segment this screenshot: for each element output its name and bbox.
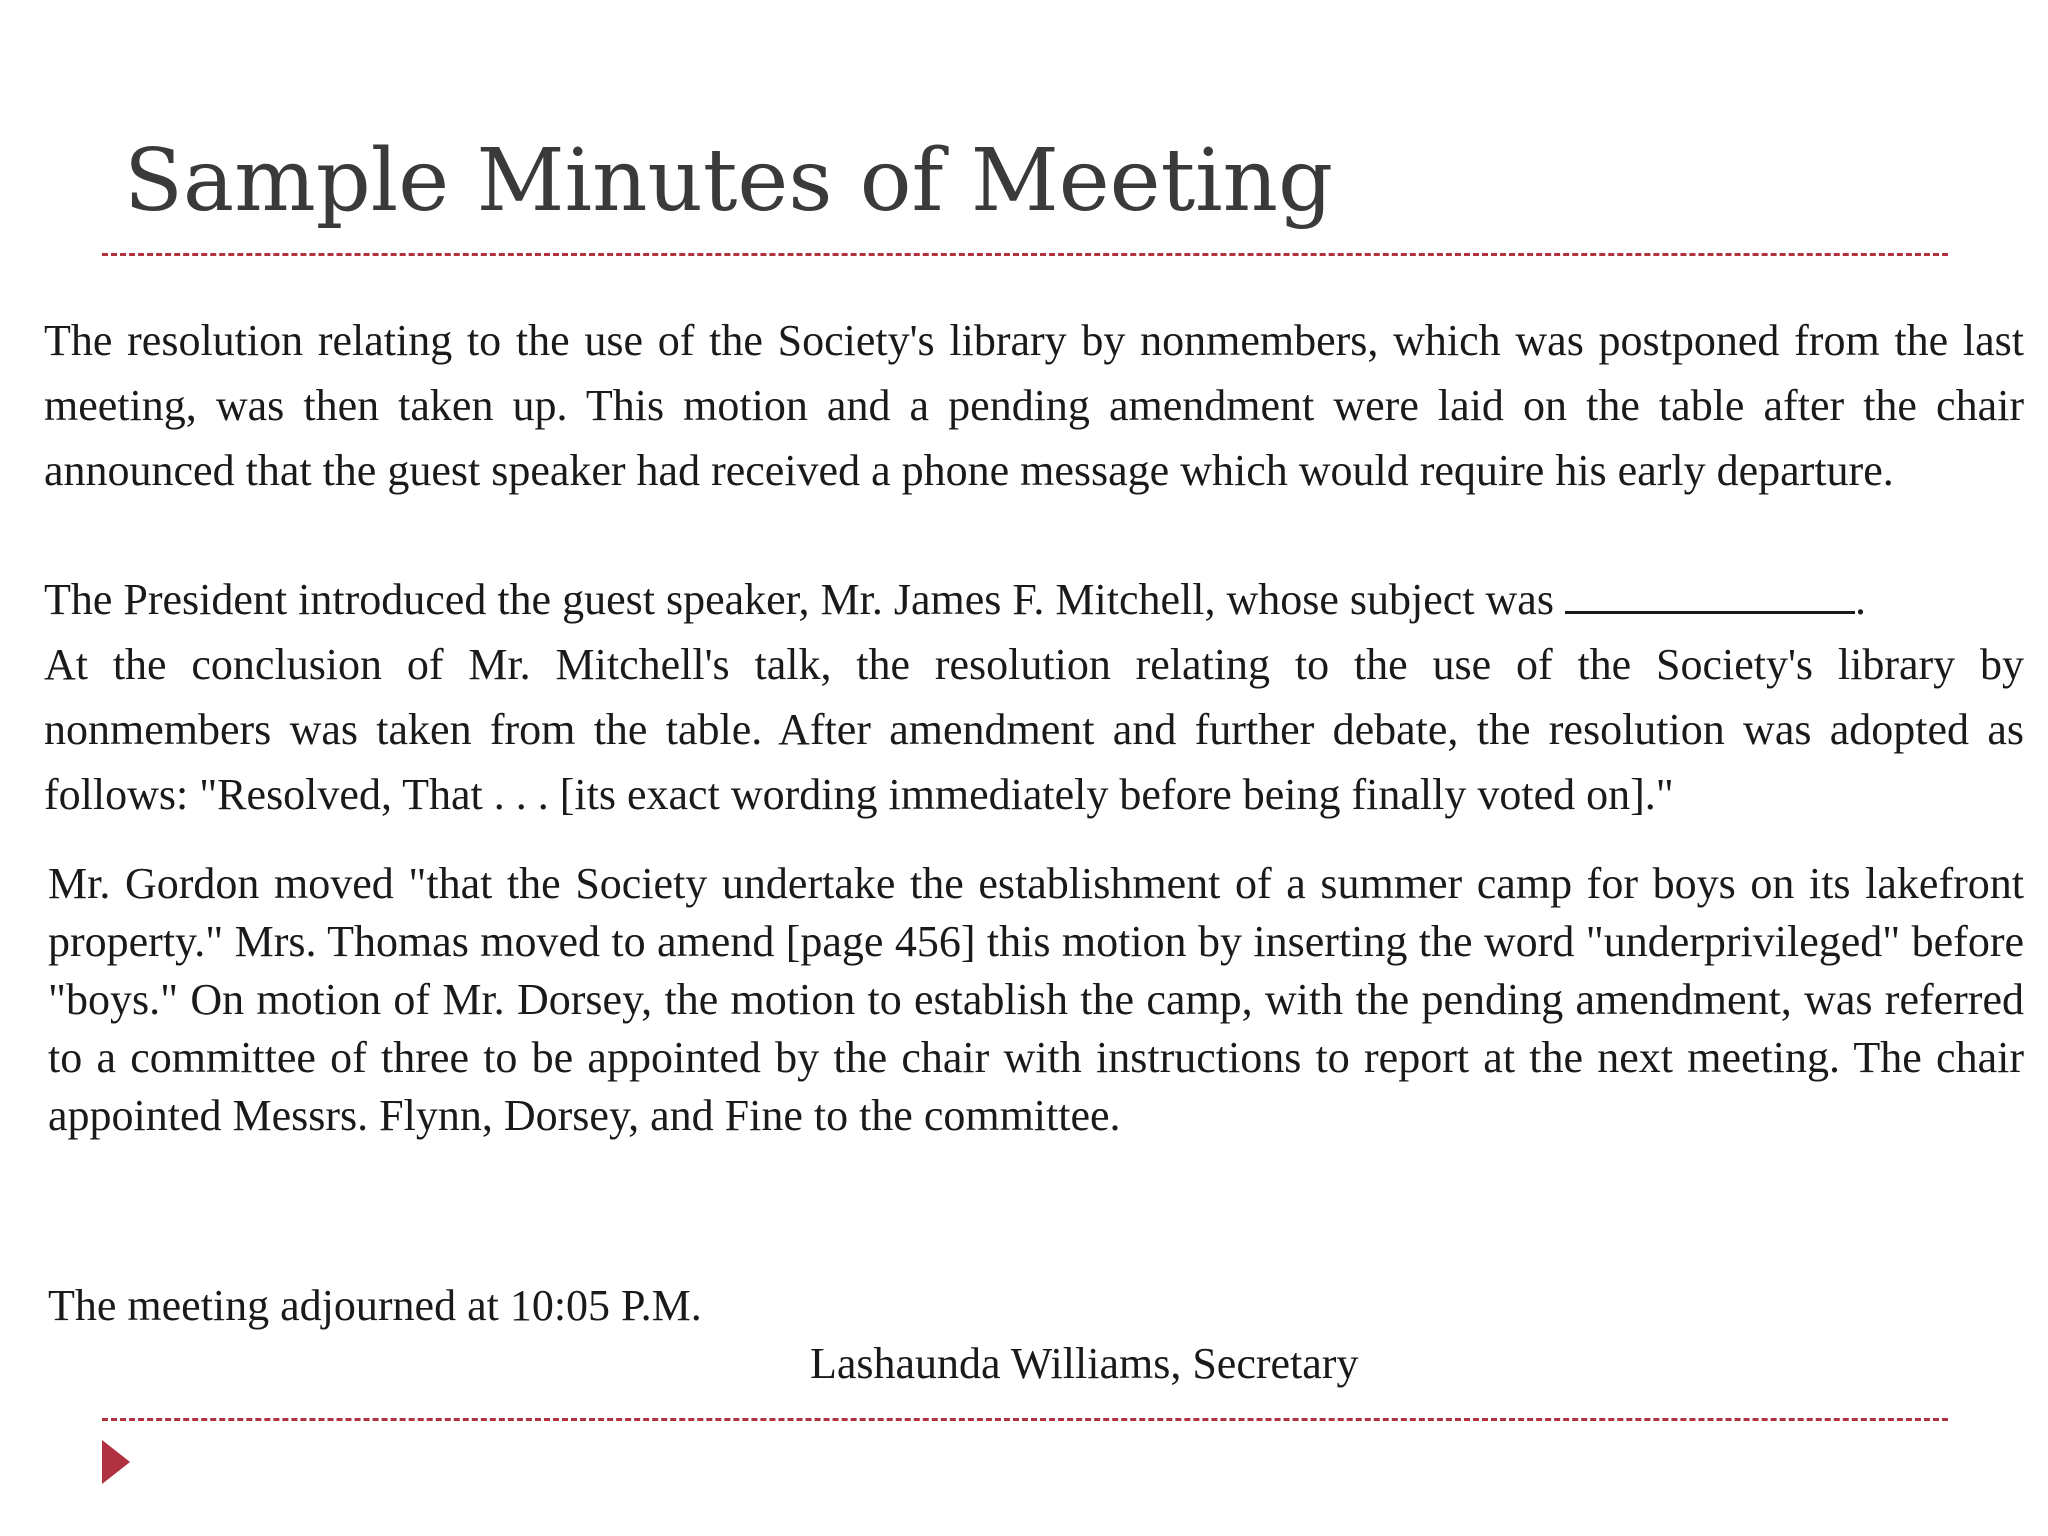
secretary-signature: Lashaunda Williams, Secretary (810, 1339, 1359, 1388)
bottom-divider (102, 1418, 1948, 1421)
top-divider (102, 253, 1948, 256)
guest-speaker-period: . (1854, 575, 1866, 624)
subject-blank-line (1565, 569, 1855, 614)
resolution-adopted-text: At the conclusion of Mr. Mitchell's talk, the resolution relating to the use of the Society's library by nonmembers was taken from the table. After amendment and further debate, the resolution was adopted as follows: "Resolved, That . . . [its exact wording immediately before being finally voted on]." (44, 640, 2024, 819)
triangle-right-icon (102, 1440, 130, 1484)
paragraph-summer-camp: Mr. Gordon moved "that the Society undertake the establishment of a summer camp for boys on its lakefront property." Mrs. Thomas moved to amend [page 456] this motion by inserting the word "underprivileged" before "boys." On motion of Mr. Dorsey, the motion to establish the camp, with the pending amendment, was referred to a committee of three to be appointed by the chair with instructions to report at the next meeting. The chair appointed Messrs. Flynn, Dorsey, and Fine to the committee. (48, 859, 2024, 1140)
paragraph-guest-speaker (44, 567, 2024, 827)
slide-title: Sample Minutes of Meeting (124, 131, 1334, 231)
adjournment-line: The meeting adjourned at 10:05 P.M. (48, 1281, 702, 1330)
guest-speaker-line (44, 567, 2024, 632)
paragraph-library-resolution: The resolution relating to the use of the Society's library by nonmembers, which was postponed from the last meeting, was then taken up. This motion and a pending amendment were laid on the table after the chair announced that the guest speaker had received a phone message which would require his early departure. (44, 316, 2024, 495)
minutes-body (44, 308, 2024, 1145)
guest-speaker-text: The President introduced the guest speaker, Mr. James F. Mitchell, whose subject was (44, 575, 1565, 624)
